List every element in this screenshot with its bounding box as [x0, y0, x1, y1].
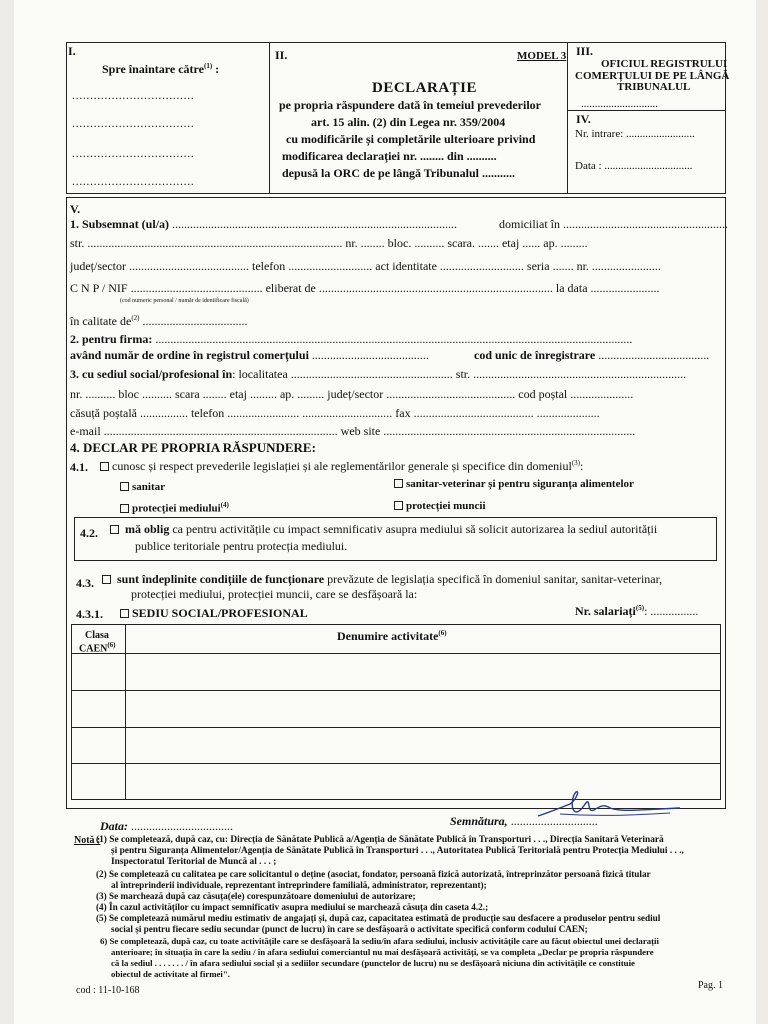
point-4-3-text[interactable]: sunt îndeplinite condițiile de funcționare prevăzute de legislația specifică în domeniul sanitar, sanitar-veterinar, [102, 572, 662, 587]
street-line[interactable]: str. ..................................................................................... nr. ........ bloc. .......... scara. ....... etaj ...... ap. ......... [70, 236, 588, 250]
registry-line[interactable]: având număr de ordine în registrul comerțului ....................................... [70, 348, 429, 362]
checkbox-4-2[interactable] [110, 525, 119, 534]
email-line[interactable]: e-mail .............................................................................. web site .................................................................................... [70, 424, 636, 438]
employees-field[interactable]: Nr. salariați$^{(5)}$: ................ [575, 604, 699, 618]
company-line[interactable]: 2. pentru firma: ............................................................................................................................................................... [70, 332, 633, 346]
option-mediu[interactable]: protecției mediului$^{(4)}$ [120, 501, 229, 515]
cnp-note: (cod numeric personal / număr de identificare fiscală) [120, 298, 249, 304]
mailbox-line[interactable]: căsuță poștală ................ telefon ........................ .............................. fax ........................................ ..................... [70, 406, 600, 420]
office-line-2: COMERȚULUI DE PE LÂNGĂ [575, 70, 730, 82]
point-4-1-text[interactable]: cunosc și respect prevederile legislației și ale reglementărilor generale și specifice din domeniul$^{(3)}$: [100, 459, 583, 474]
forward-to-dots-1[interactable]: .................................. [72, 88, 195, 102]
table-row[interactable] [72, 728, 720, 762]
point-4-3-num: 4.3. [76, 576, 94, 590]
entry-number-field[interactable]: Nr. intrare: ......................... [575, 128, 695, 140]
cnp-line[interactable]: C N P / NIF ............................................ eliberat de .............................................................................. la data ....................... [70, 281, 660, 295]
signature-field[interactable]: Semnătura, ............................. [450, 814, 598, 828]
note-6: 6) Se completează, după caz, cu toate activitățile care se desfășoară la sediu/în afara sediului, inclusiv activitățile care au făcut obiectul unei declarații [100, 936, 659, 946]
note-6d: obiectul de activitate al firmei". [111, 969, 230, 979]
option-sanitar[interactable]: sanitar [120, 481, 165, 493]
title-line-5[interactable]: depusă la ORC de pe lângă Tribunalul ........... [282, 166, 515, 180]
note-5: (5) Se completează numărul mediu estimativ de angajați și, după caz, capacitatea estimată de producție sau desfacere a produselor pentru sediul [96, 913, 661, 923]
title-line-3: cu modificările și completările ulterioare privind [286, 132, 536, 146]
forward-to-dots-2[interactable]: .................................. [72, 116, 195, 130]
th-activity-name: Denumire activitate$^{(6)}$ [337, 629, 447, 643]
checkbox-sanitar-veterinar[interactable] [394, 479, 403, 488]
document-page [14, 0, 756, 1024]
date-field[interactable]: Data: .................................. [100, 819, 233, 833]
point-4-3-text-2: protecției mediului, protecției muncii, care se desfășoară la: [131, 587, 418, 601]
note-4: (4) În cazul activităților cu impact semnificativ asupra mediului se marchează căsuța din caseta 4.2.; [96, 902, 489, 912]
address-line[interactable]: nr. .......... bloc .......... scara ........ etaj ......... ap. ......... județ/sector ........................................... cod poștal ..................... [70, 387, 634, 401]
forward-to-dots-4[interactable]: .................................. [72, 174, 195, 188]
signature-scribble [530, 786, 690, 826]
note-6b: anterioare; în situația în care la sediu / în afara sediului comerciantul nu mai desfășoară activități, se va completa „Declar pe propria răspundere [111, 947, 654, 957]
table-row[interactable] [72, 654, 720, 689]
th-caen: CAEN$^{(6)}$ [79, 641, 116, 655]
point-4-2-text-2: publice teritoriale pentru protecția mediului. [135, 539, 348, 553]
forward-to-dots-3[interactable]: .................................. [72, 146, 195, 160]
form-code: cod : 11-10-168 [76, 985, 140, 996]
section-v-roman: V. [70, 202, 81, 216]
point-4-2-text[interactable]: mă oblig ca pentru activitățile cu impact semnificativ asupra mediului să solicit autorizarea la sediul autorității [110, 522, 657, 537]
point-4-3-1-num: 4.3.1. [76, 607, 103, 621]
applicant-line[interactable]: 1. Subsemnat (ul/a) ............................................................................................... [70, 217, 458, 231]
col1-roman: I. [68, 44, 76, 58]
checkbox-munca[interactable] [394, 501, 403, 510]
title-line-4[interactable]: modificarea declarației nr. ........ din .......... [282, 149, 497, 163]
registered-office-option[interactable]: SEDIU SOCIAL/PROFESIONAL [120, 606, 308, 621]
checkbox-4-3[interactable] [102, 575, 111, 584]
option-sanitar-veterinar[interactable]: sanitar-veterinar și pentru siguranța alimentelor [394, 478, 634, 490]
note-6c: că la sediul . . . . . . . / în afara sediului social și a sediilor secundare (punctelor de lucru) nu se desfășoară niciuna din activitățile ce constituie [111, 958, 635, 968]
note-5b: social și pentru fiecare sediu secundar (punct de lucru) în care se desfășoară o activitate specifică conform codului CAEN; [111, 924, 588, 934]
note-3: (3) Se marchează după caz căsuța(ele) corespunzătoare domeniului de autorizare; [96, 891, 416, 901]
model-label: MODEL 3 [517, 50, 567, 62]
note-label: Notă : [74, 835, 101, 846]
declaration-heading: 4. DECLAR PE PROPRIA RĂSPUNDERE: [70, 440, 316, 455]
col3-roman: III. [576, 44, 594, 58]
note-1b: și pentru Siguranța Alimentelor/Agenția de Sănătate Publică în Transporturi . . ., Autoritatea Publică Teritorială pentru Protecția Mediului . . ., [111, 846, 684, 856]
col2-roman: II. [275, 48, 288, 62]
registered-office-line[interactable]: 3. cu sediul social/profesional în: localitatea ...................................................... str. ....................................................................... [70, 367, 687, 381]
checkbox-mediu[interactable] [120, 504, 129, 513]
checkbox-4-3-1[interactable] [120, 609, 129, 618]
note-2b: al întreprinderii individuale, reprezentant întreprindere familială, administrator, reprezentant); [111, 880, 487, 890]
checkbox-4-1[interactable] [100, 462, 109, 471]
point-4-2-num: 4.2. [80, 526, 98, 540]
option-munca[interactable]: protecției muncii [394, 500, 486, 512]
county-line[interactable]: județ/sector ........................................ telefon ............................ act identitate ............................ seria ....... nr. ....................... [70, 259, 661, 273]
document-title: DECLARAȚIE [372, 80, 478, 96]
office-dots[interactable]: ............................ [581, 98, 658, 110]
page-number: Pag. 1 [698, 980, 723, 991]
capacity-line[interactable]: în calitate $de^{(2)}$ ................................... [70, 314, 248, 328]
forward-to-label: Spre înaintare către$^{(1)}$ : [102, 62, 220, 76]
office-line-1: OFICIUL REGISTRULUI [601, 58, 728, 70]
col4-roman: IV. [576, 112, 591, 126]
title-line-2: art. 15 alin. (2) din Legea nr. 359/2004 [311, 115, 506, 129]
note-1c: Inspectoratul Teritorial de Muncă al . . . ; [111, 857, 277, 867]
note-1: (1) Se completează, după caz, cu: Direcția de Sănătate Publică a/Agenția de Sănătate Publică în Transporturi . . ., Direcția Sanitară Veterinară [96, 835, 664, 845]
note-2: (2) Se completează cu calitatea pe care solicitantul o deține (asociat, fondator, persoană fizică autorizată, întreprinzător persoană fizică titular [96, 869, 651, 879]
office-line-3: TRIBUNALUL [617, 81, 691, 93]
checkbox-sanitar[interactable] [120, 482, 129, 491]
title-line-1: pe propria răspundere dată în temeiul prevederilor [279, 98, 541, 112]
cui-field[interactable]: cod unic de înregistrare ..................................... [474, 348, 710, 362]
th-class: Clasa [85, 630, 109, 641]
domicile-field[interactable]: domiciliat în ....................................................... [499, 217, 728, 231]
table-row[interactable] [72, 691, 720, 726]
point-4-1: 4.1. [70, 460, 88, 474]
entry-date-field[interactable]: Data : ................................ [575, 160, 693, 172]
